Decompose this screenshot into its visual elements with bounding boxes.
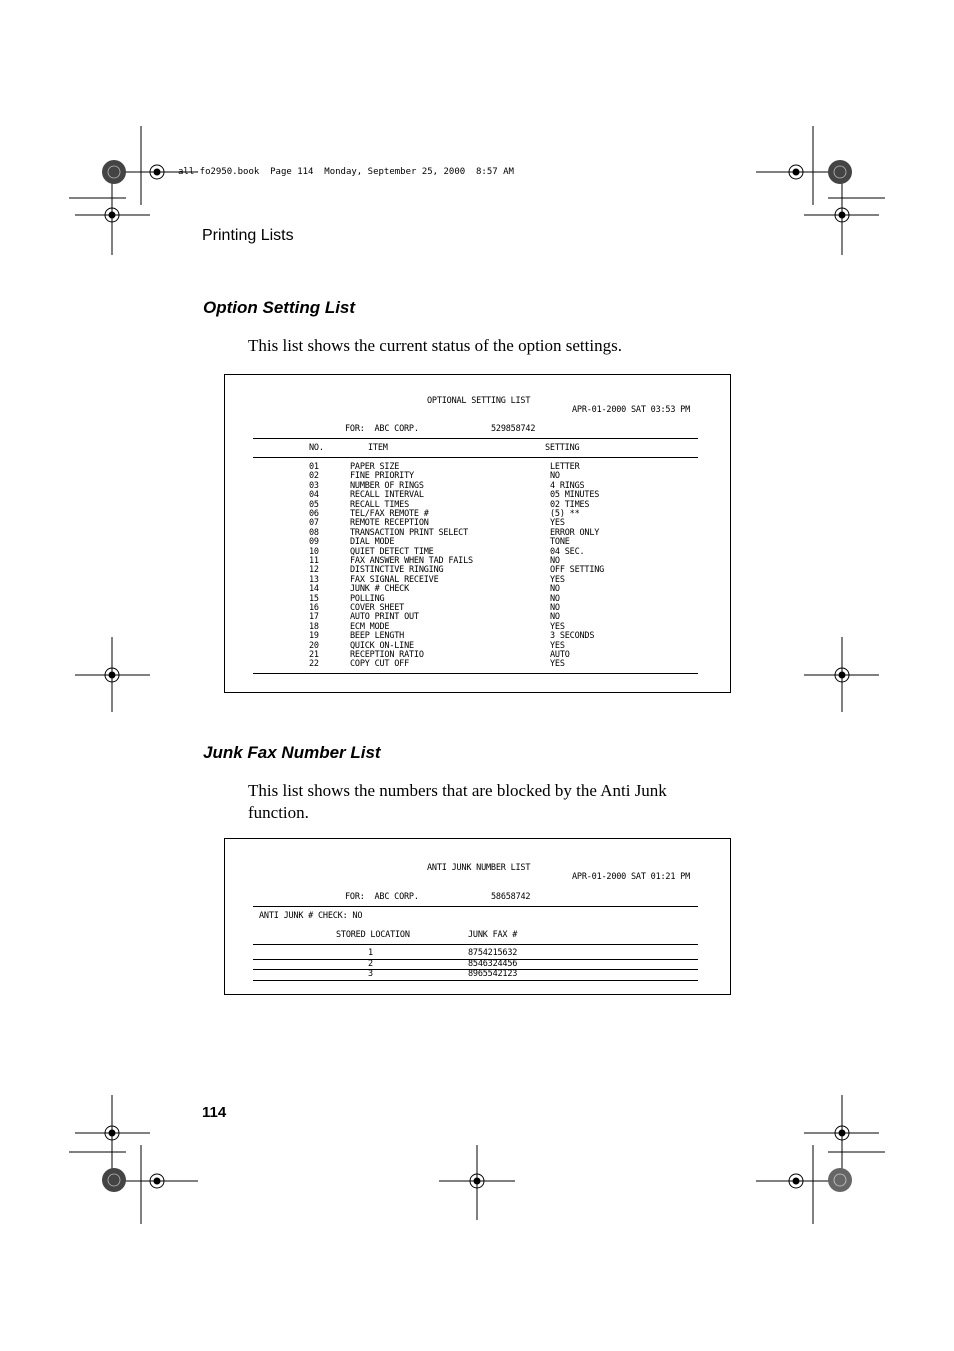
table-row (225, 482, 730, 491)
table-row (225, 519, 730, 528)
cell-item: QUIET DETECT TIME (350, 546, 434, 557)
cell-location: 2 (368, 958, 373, 969)
cell-no: 07 (309, 518, 319, 529)
sample-fax-number: 529858742 (491, 424, 536, 434)
table-row (225, 548, 730, 557)
cell-item: AUTO PRINT OUT (350, 612, 419, 623)
option-list-intro: This list shows the current status of the option settings. (248, 336, 622, 355)
cell-item: RECALL TIMES (350, 499, 410, 510)
table-row (225, 557, 730, 566)
table-row (225, 585, 730, 594)
cell-no: 14 (309, 584, 319, 595)
table-row (225, 538, 730, 547)
cell-setting: NO (550, 612, 560, 623)
cell-number: 8965542123 (468, 969, 518, 979)
sample-date: APR-01-2000 SAT 01:21 PM (572, 872, 691, 882)
cell-no: 05 (309, 499, 319, 510)
cell-no: 10 (309, 546, 319, 557)
cell-item: COVER SHEET (350, 603, 405, 613)
table-row (225, 576, 730, 585)
cell-item: TRANSACTION PRINT SELECT (350, 527, 469, 538)
table-row (225, 595, 730, 604)
junk-fax-number-list-sample (224, 838, 731, 995)
junk-list-intro: This list shows the numbers that are blocked by the Anti Junk function. (248, 781, 667, 822)
table-row (225, 642, 730, 651)
cell-setting: 05 MINUTES (550, 490, 600, 501)
cell-setting: YES (550, 574, 565, 585)
table-row (225, 463, 730, 472)
cell-item: RECEPTION RATIO (350, 650, 424, 660)
cell-item: DIAL MODE (350, 537, 395, 548)
cell-setting: NO (550, 593, 560, 604)
table-row (225, 623, 730, 632)
cell-item: POLLING (350, 593, 385, 604)
cell-item: FAX SIGNAL RECEIVE (350, 574, 439, 585)
cell-no: 11 (309, 556, 319, 566)
cell-setting: TONE (550, 537, 570, 548)
cell-setting: NO (550, 471, 560, 482)
cell-item: FINE PRIORITY (350, 471, 414, 482)
cell-no: 03 (309, 480, 319, 491)
column-header-rule (253, 944, 698, 945)
cell-setting: 02 TIMES (550, 499, 590, 510)
table-row (225, 970, 730, 979)
cell-no: 02 (309, 471, 319, 482)
cell-item: RECALL INTERVAL (350, 490, 424, 501)
cell-setting: NO (550, 584, 560, 595)
cell-no: 21 (309, 650, 319, 660)
cell-setting: 3 SECONDS (550, 631, 595, 642)
cell-item: DISTINCTIVE RINGING (350, 565, 444, 576)
book-file-header: all-fo2950.book Page 114 Monday, September 25, 2000 8:57 AM (178, 167, 514, 177)
cell-item: COPY CUT OFF (350, 659, 410, 670)
cell-setting: ERROR ONLY (550, 527, 600, 538)
cell-no: 12 (309, 565, 319, 576)
cell-setting: AUTO (550, 650, 570, 660)
table-row (225, 949, 730, 958)
cell-setting: YES (550, 518, 565, 529)
cell-no: 04 (309, 490, 319, 501)
column-header-no: NO. (309, 443, 324, 453)
sample-for-label: FOR: ABC CORP. (345, 892, 419, 902)
cell-item: PAPER SIZE (350, 462, 400, 472)
column-header-junk-fax: JUNK FAX # (468, 930, 518, 940)
cell-item: QUICK ON-LINE (350, 640, 414, 651)
cell-item: BEEP LENGTH (350, 631, 405, 642)
cell-item: FAX ANSWER WHEN TAD FAILS (350, 556, 473, 566)
cell-setting: OFF SETTING (550, 565, 605, 576)
header-rule (253, 906, 698, 907)
cell-item: TEL/FAX REMOTE # (350, 509, 429, 519)
table-row (225, 501, 730, 510)
cell-setting: YES (550, 621, 565, 632)
cell-setting: NO (550, 603, 560, 613)
option-setting-list-sample (224, 374, 731, 693)
table-row (225, 660, 730, 669)
cell-setting: YES (550, 659, 565, 670)
section-heading-option-setting-list: Option Setting List (203, 298, 356, 317)
cell-no: 22 (309, 659, 319, 670)
cell-no: 20 (309, 640, 319, 651)
sample-fax-number: 58658742 (491, 892, 531, 902)
table-row (225, 472, 730, 481)
table-row (225, 651, 730, 660)
sample-title: OPTIONAL SETTING LIST (427, 396, 531, 406)
cell-item: NUMBER OF RINGS (350, 480, 424, 491)
cell-setting: (5) ** (550, 509, 580, 519)
cell-item: JUNK # CHECK (350, 584, 410, 595)
column-header-rule (253, 457, 698, 458)
column-header-stored-location: STORED LOCATION (336, 930, 410, 940)
anti-junk-check-status: ANTI JUNK # CHECK: NO (259, 911, 363, 921)
page-number: 114 (202, 1104, 227, 1121)
table-row (225, 613, 730, 622)
cell-no: 16 (309, 603, 319, 613)
cell-number: 8546324456 (468, 958, 518, 969)
cell-no: 08 (309, 527, 319, 538)
cell-no: 01 (309, 462, 319, 472)
running-head: Printing Lists (202, 227, 294, 244)
cell-number: 8754215632 (468, 948, 518, 958)
cell-no: 15 (309, 593, 319, 604)
cell-item: REMOTE RECEPTION (350, 518, 429, 529)
cell-setting: LETTER (550, 462, 580, 472)
cell-location: 1 (368, 948, 373, 958)
cell-location: 3 (368, 969, 373, 979)
table-row (225, 566, 730, 575)
cell-no: 06 (309, 509, 319, 519)
table-row (225, 604, 730, 613)
cell-setting: YES (550, 640, 565, 651)
sample-date: APR-01-2000 SAT 03:53 PM (572, 405, 691, 415)
table-row (225, 632, 730, 641)
row-rule (253, 980, 698, 981)
table-row (225, 510, 730, 519)
column-header-item: ITEM (368, 443, 388, 453)
cell-setting: 4 RINGS (550, 480, 585, 491)
footer-rule (253, 673, 698, 674)
cell-setting: 04 SEC. (550, 546, 585, 557)
sample-title: ANTI JUNK NUMBER LIST (427, 863, 531, 873)
table-row (225, 529, 730, 538)
cell-no: 19 (309, 631, 319, 642)
section-heading-junk-fax-number-list: Junk Fax Number List (203, 743, 381, 762)
cell-no: 13 (309, 574, 319, 585)
cell-no: 17 (309, 612, 319, 623)
table-row (225, 960, 730, 969)
sample-for-label: FOR: ABC CORP. (345, 424, 419, 434)
table-row (225, 491, 730, 500)
cell-no: 18 (309, 621, 319, 632)
header-rule (253, 438, 698, 439)
cell-item: ECM MODE (350, 621, 390, 632)
cell-no: 09 (309, 537, 319, 548)
cell-setting: NO (550, 556, 560, 566)
column-header-setting: SETTING (545, 443, 580, 453)
